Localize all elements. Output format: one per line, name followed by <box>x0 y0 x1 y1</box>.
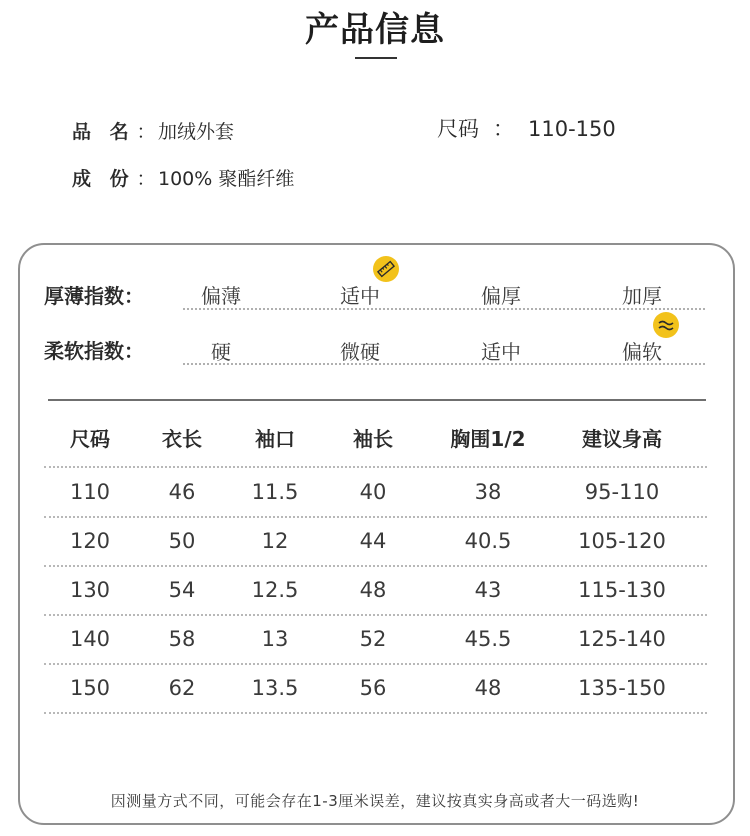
table-cell: 62 <box>168 676 196 700</box>
table-header-chest: 胸围1/2 <box>450 427 526 451</box>
size-range-value: 110-150 <box>528 117 616 141</box>
table-header-size: 尺码 <box>70 427 110 451</box>
table-header-sleeve: 袖长 <box>353 427 393 451</box>
table-cell: 40 <box>359 480 387 504</box>
thickness-dotted-line <box>183 308 705 310</box>
row-divider <box>44 516 707 518</box>
ruler-icon-glyph <box>373 256 399 282</box>
table-cell: 50 <box>168 529 196 553</box>
table-cell: 12.5 <box>251 578 299 602</box>
table-cell: 38 <box>474 480 502 504</box>
table-cell: 115-130 <box>578 578 666 602</box>
table-cell: 40.5 <box>464 529 512 553</box>
table-cell: 95-110 <box>584 480 660 504</box>
table-cell: 43 <box>474 578 502 602</box>
wave-icon <box>653 312 679 338</box>
colon: ： <box>136 121 156 143</box>
product-name-row <box>72 117 234 144</box>
table-cell: 52 <box>359 627 387 651</box>
row-divider <box>44 466 707 468</box>
softness-dotted-line <box>183 363 705 365</box>
softness-option: 微硬 <box>340 340 380 364</box>
table-top-border <box>48 399 706 401</box>
ruler-icon <box>373 256 399 282</box>
table-cell: 13 <box>261 627 289 651</box>
table-cell: 125-140 <box>578 627 666 651</box>
table-cell: 135-150 <box>578 676 666 700</box>
table-cell: 120 <box>69 529 111 553</box>
table-header-cuff: 袖口 <box>255 427 295 451</box>
thickness-option-selected: 适中 <box>340 284 380 308</box>
material-row <box>72 164 294 191</box>
thickness-index-label: 厚薄指数： <box>44 284 144 308</box>
row-divider <box>44 614 707 616</box>
row-divider <box>44 663 707 665</box>
wave-icon-glyph <box>653 312 679 338</box>
table-cell: 11.5 <box>251 480 299 504</box>
page-title: 产品信息 <box>305 10 445 50</box>
size-range-row <box>437 113 616 143</box>
product-name-value: 加绒外套 <box>158 121 235 143</box>
colon: ： <box>493 117 514 141</box>
table-cell: 140 <box>69 627 111 651</box>
product-name-label: 品 名 <box>72 121 135 143</box>
row-divider <box>44 565 707 567</box>
table-cell: 48 <box>474 676 502 700</box>
row-divider <box>44 712 707 714</box>
table-cell: 58 <box>168 627 196 651</box>
table-cell: 150 <box>69 676 111 700</box>
colon: ： <box>136 168 156 190</box>
table-cell: 130 <box>69 578 111 602</box>
softness-option: 适中 <box>481 340 521 364</box>
table-cell: 54 <box>168 578 196 602</box>
title-underline <box>355 57 397 59</box>
table-cell: 105-120 <box>578 529 666 553</box>
thickness-option: 偏厚 <box>481 284 521 308</box>
table-cell: 44 <box>359 529 387 553</box>
size-range-label: 尺码 <box>437 117 479 141</box>
table-cell: 56 <box>359 676 387 700</box>
material-value: 100% 聚酯纤维 <box>158 168 295 190</box>
thickness-option: 偏薄 <box>201 284 241 308</box>
thickness-option: 加厚 <box>622 284 662 308</box>
softness-option-selected: 偏软 <box>622 340 662 364</box>
table-cell: 48 <box>359 578 387 602</box>
table-cell: 12 <box>261 529 289 553</box>
table-cell: 110 <box>69 480 111 504</box>
table-header-length: 衣长 <box>162 427 202 451</box>
material-label: 成 份 <box>72 168 135 190</box>
table-header-height: 建议身高 <box>582 427 662 451</box>
table-cell: 45.5 <box>464 627 512 651</box>
softness-index-label: 柔软指数： <box>44 339 144 363</box>
table-cell: 46 <box>168 480 196 504</box>
table-cell: 13.5 <box>251 676 299 700</box>
softness-option: 硬 <box>211 340 231 364</box>
measurement-note: 因测量方式不同，可能会存在1-3厘米误差，建议按真实身高或者大一码选购! <box>110 792 640 810</box>
